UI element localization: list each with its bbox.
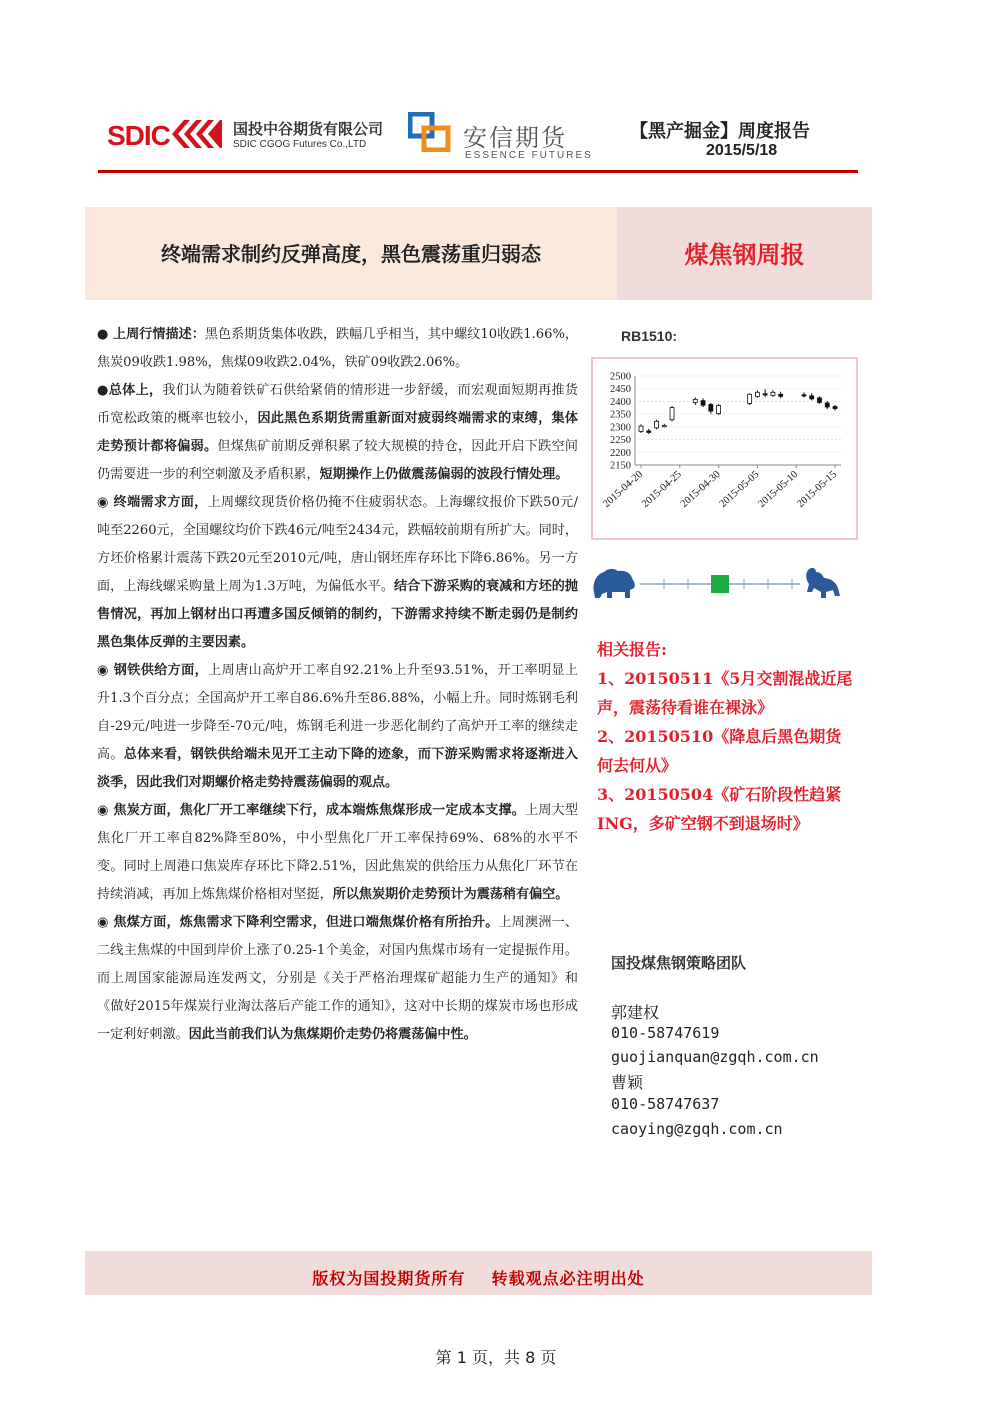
- y-tick-label: 2400: [610, 396, 631, 408]
- bear-icon: [593, 569, 634, 598]
- company-name-en: SDIC CGOG Futures Co.,LTD: [233, 139, 367, 150]
- candle-body: [655, 421, 659, 428]
- chart-contract-label: RB1510:: [621, 328, 678, 344]
- paragraph-text: 上周唐山高炉开工率自92.21%上升至93.51%，开工率明显上升1.3个百分点；全国高炉开工率自86.6%升至86.88%，小幅上升。同时炼钢毛利自-29元/吨进一步降至-70元/吨，炼钢毛利进一步恶化制约了高炉开工率的继续走高。: [97, 663, 579, 762]
- candle-body: [701, 401, 705, 406]
- rb1510-candlestick-chart: [591, 357, 858, 540]
- candle-body: [825, 403, 829, 407]
- paragraph-text: 但煤焦矿前期反弹积累了较大规模的持仓，因此开启下跌空间仍需要进一步的利空刺激及矛盾积累，: [97, 439, 579, 482]
- candle-body: [763, 394, 767, 395]
- paragraph-heading: ◉ 焦炭方面，焦化厂开工率继续下行，成本端炼焦煤形成一定成本支撑。: [97, 803, 526, 818]
- x-tick-label: 2015-04-20: [601, 469, 646, 511]
- paragraph-bold-text: 结合下游采购的衰减和方坯的抛售情况，再加上钢材出口再遭多国反倾销的制约，下游需求持续不断走弱仍是制约黑色集体反弹的主要因素。: [97, 579, 578, 650]
- related-reports: [597, 635, 857, 838]
- paragraph-text: 我们认为随着铁矿石供给紧俏的情形进一步舒缓，而宏观面短期再推货币宽松政策的概率也较小，: [97, 383, 578, 426]
- related-heading: 相关报告:: [597, 640, 667, 659]
- paragraph-text: 黑色系期货集体收跌，跌幅几乎相当，其中螺纹10收跌1.66%，焦炭09收跌1.98%，焦煤09收跌2.04%，铁矿09收跌2.06%。: [97, 327, 579, 370]
- bull-icon: [806, 568, 840, 598]
- paragraph-coke: [97, 797, 578, 909]
- x-tick-label: 2015-04-25: [640, 469, 684, 511]
- sentiment-marker: [711, 575, 729, 593]
- candle-body: [662, 426, 666, 427]
- paragraph-overall: [97, 377, 578, 489]
- x-tick-label: 2015-04-30: [678, 469, 723, 511]
- y-tick-label: 2350: [610, 409, 631, 421]
- paragraph-bold-text: 因此黑色系期货需重新面对疲弱终端需求的束缚，集体走势预计都将偏弱。: [97, 411, 579, 454]
- candle-body: [748, 394, 752, 403]
- candle-body: [693, 399, 697, 402]
- sdic-logo-icon: [170, 118, 222, 150]
- report-series-title: 煤焦钢周报: [684, 241, 805, 269]
- analyst-email[interactable]: caoying@zgqh.com.cn: [611, 1120, 783, 1138]
- y-tick-label: 2200: [610, 447, 631, 459]
- paragraph-heading: ◉ 焦煤方面，炼焦需求下降利空需求，但进口端焦煤价格有所抬升。: [97, 915, 499, 930]
- team-name: 国投煤焦钢策略团队: [611, 954, 747, 972]
- report-date: 2015/5/18: [706, 142, 778, 159]
- sentiment-scale: [590, 562, 845, 604]
- candle-body: [670, 408, 674, 420]
- paragraph-heading: ●总体上，: [97, 383, 163, 398]
- paragraph-supply: [97, 657, 578, 797]
- paragraph-text: 上周澳洲一、二线主焦煤的中国到岸价上涨了0.25-1个美金，对国内焦煤市场有一定提振作用。而上周国家能源局连发两文，分别是《关于严格治理煤矿超能力生产的通知》和《做好2015年煤炭行业淘汰落后产能工作的通知》，这对中长期的煤炭市场也形成一定利好刺激。: [97, 915, 578, 1042]
- candle-body: [717, 405, 721, 413]
- paragraph-text: 上周大型焦化厂开工率自82%降至80%，中小型焦化厂开工率保持69%、68%的水平不变。同时上周港口焦炭库存环比下降2.51%，因此焦炭的供给压力从焦化厂环节在持续消减，再加上炼焦煤价格相对坚挺，: [97, 803, 578, 902]
- paragraph-bold-text: 所以焦炭期价走势预计为震荡稍有偏空。: [332, 887, 569, 902]
- essence-name-cn: 安信期货: [463, 124, 567, 152]
- candle-body: [647, 431, 651, 433]
- copyright-notice: 版权为国投期货所有 转载观点必注明出处: [312, 1269, 645, 1288]
- y-tick-label: 2500: [610, 371, 631, 383]
- analyst-email[interactable]: guojianquan@zgqh.com.cn: [611, 1048, 819, 1066]
- report-body: [97, 321, 578, 1049]
- essence-logo-icon: [408, 112, 452, 152]
- paragraph-heading: ◉ 终端需求方面，: [97, 495, 208, 510]
- analyst-name: 曹颖: [611, 1073, 644, 1092]
- analyst-name: 郭建权: [611, 1003, 660, 1022]
- paragraph-bold-text: 因此当前我们认为焦煤期价走势仍将震荡偏中性。: [188, 1027, 477, 1042]
- candle-body: [771, 392, 775, 395]
- paragraph-coking-coal: [97, 909, 578, 1049]
- related-report-link[interactable]: 3、20150504《矿石阶段性趋紧ING，多矿空钢不到退场时》: [597, 785, 842, 833]
- analyst-phone: 010-58747619: [611, 1024, 720, 1042]
- company-name-cn: 国投中谷期货有限公司: [233, 120, 384, 138]
- candle-body: [810, 396, 814, 399]
- paragraph-text: 上周螺纹现货价格仍掩不住疲弱状态。上海螺纹报价下跌50元/吨至2260元，全国螺纹均价下跌46元/吨至2434元，跌幅较前期有所扩大。同时，方坯价格累计震荡下跌20元至2010元/吨，唐山钢坯库存环比下降6.86%。另一方面，上海线螺采购量上周为1.3万吨，为偏低水平。: [97, 495, 579, 594]
- paragraph-market-review: [97, 321, 578, 377]
- paragraph-bold-text: 总体来看，钢铁供给端未见开工主动下降的迹象，而下游采购需求将逐渐进入淡季，因此我们对期螺价格走势持震荡偏弱的观点。: [97, 747, 579, 790]
- paragraph-heading: ◉ 钢铁供给方面，: [97, 663, 209, 678]
- essence-name-en: ESSENCE FUTURES: [465, 150, 593, 161]
- y-tick-label: 2300: [610, 422, 631, 434]
- analyst-phone: 010-58747637: [611, 1095, 720, 1113]
- candle-body: [833, 407, 837, 409]
- x-tick-label: 2015-05-05: [717, 469, 762, 511]
- report-title: 终端需求制约反弹高度，黑色震荡重归弱态: [161, 242, 541, 266]
- paragraph-bold-text: 短期操作上仍做震荡偏弱的波段行情处理。: [319, 467, 569, 482]
- y-tick-label: 2450: [610, 384, 631, 396]
- candle-body: [817, 398, 821, 403]
- sdic-logo-text: SDIC: [107, 120, 170, 151]
- candle-body: [639, 426, 643, 431]
- candle-body: [709, 404, 713, 411]
- related-report-link[interactable]: 1、20150511《5月交割混战近尾声，震荡待看谁在裸泳》: [597, 669, 853, 717]
- x-tick-label: 2015-05-15: [795, 469, 840, 511]
- candle-body: [755, 392, 759, 396]
- x-tick-label: 2015-05-10: [756, 469, 801, 511]
- y-tick-label: 2150: [610, 460, 631, 472]
- page-number: 第 1 页，共 8 页: [435, 1348, 557, 1367]
- header-divider: [98, 170, 858, 173]
- y-tick-label: 2250: [610, 435, 631, 447]
- paragraph-demand: [97, 489, 578, 657]
- report-type: 【黑产掘金】周度报告: [630, 121, 810, 142]
- related-report-link[interactable]: 2、20150510《降息后黑色期货何去何从》: [597, 727, 842, 775]
- candle-body: [802, 395, 806, 396]
- candle-body: [779, 394, 783, 396]
- paragraph-heading: ● 上周行情描述：: [97, 327, 205, 342]
